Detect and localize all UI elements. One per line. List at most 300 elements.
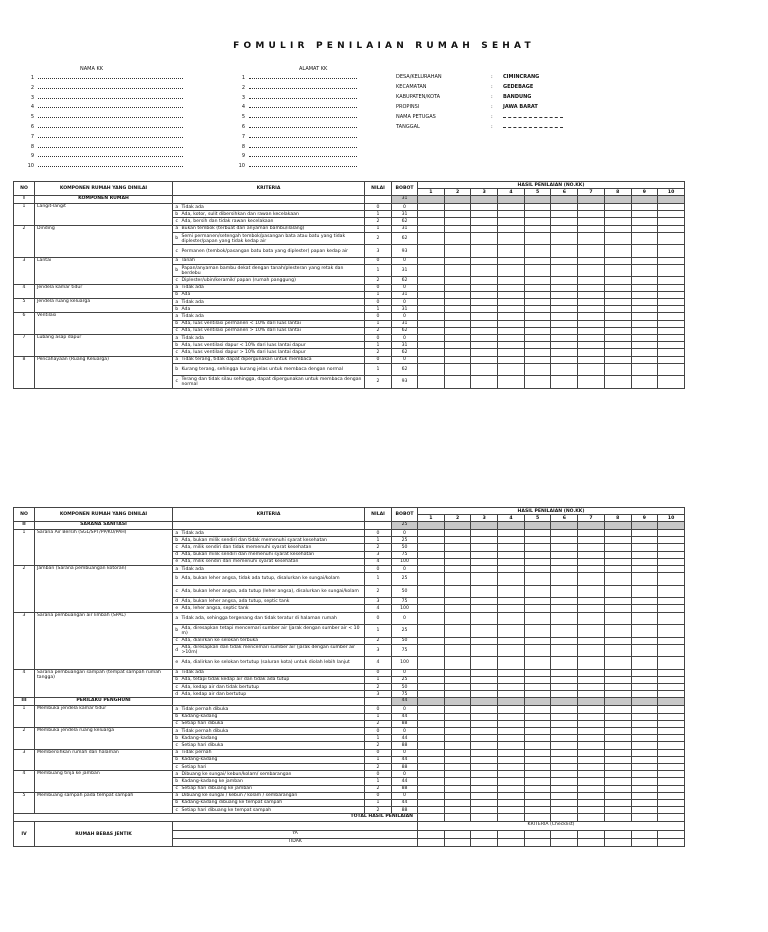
kk-score-cell[interactable] — [418, 218, 445, 225]
kk-score-cell[interactable] — [471, 313, 498, 320]
kk-score-cell[interactable] — [631, 356, 658, 363]
kk-score-cell[interactable] — [551, 277, 578, 284]
kk-score-cell[interactable] — [471, 573, 498, 586]
kk-score-cell[interactable] — [471, 565, 498, 572]
nama-kk-line[interactable] — [25, 143, 183, 150]
kk-score-cell[interactable] — [578, 196, 605, 204]
kk-score-cell[interactable] — [551, 605, 578, 612]
kk-score-cell[interactable] — [551, 522, 578, 530]
kk-score-cell[interactable] — [551, 334, 578, 341]
kk-score-cell[interactable] — [444, 573, 471, 586]
checklist-tidak-cell[interactable] — [578, 839, 605, 847]
kk-score-cell[interactable] — [444, 245, 471, 258]
kk-score-cell[interactable] — [578, 720, 605, 727]
kk-score-cell[interactable] — [658, 637, 685, 644]
kk-score-cell[interactable] — [631, 342, 658, 349]
kk-score-cell[interactable] — [551, 211, 578, 218]
kk-score-cell[interactable] — [524, 799, 551, 806]
kk-score-cell[interactable] — [631, 522, 658, 530]
kk-score-cell[interactable] — [604, 728, 631, 735]
kk-score-cell[interactable] — [418, 334, 445, 341]
dotted-input-line[interactable] — [249, 103, 357, 108]
kk-score-cell[interactable] — [418, 565, 445, 572]
kk-score-cell[interactable] — [658, 530, 685, 537]
kk-score-cell[interactable] — [444, 605, 471, 612]
kk-score-cell[interactable] — [604, 676, 631, 683]
kk-score-cell[interactable] — [471, 799, 498, 806]
kk-score-cell[interactable] — [444, 657, 471, 670]
kk-score-cell[interactable] — [418, 264, 445, 277]
kk-score-cell[interactable] — [418, 356, 445, 363]
kk-score-cell[interactable] — [604, 356, 631, 363]
kk-score-cell[interactable] — [498, 676, 525, 683]
kk-score-cell[interactable] — [631, 799, 658, 806]
kk-score-cell[interactable] — [578, 573, 605, 586]
kk-score-cell[interactable] — [631, 291, 658, 298]
kk-score-cell[interactable] — [658, 313, 685, 320]
kk-score-cell[interactable] — [551, 363, 578, 376]
kk-score-cell[interactable] — [524, 807, 551, 814]
kk-score-cell[interactable] — [604, 204, 631, 211]
kk-score-cell[interactable] — [604, 342, 631, 349]
kk-score-cell[interactable] — [418, 749, 445, 756]
kk-score-cell[interactable] — [471, 598, 498, 605]
kk-score-cell[interactable] — [578, 306, 605, 313]
kk-score-cell[interactable] — [418, 204, 445, 211]
kk-score-cell[interactable] — [524, 356, 551, 363]
kk-score-cell[interactable] — [498, 376, 525, 389]
kk-score-cell[interactable] — [498, 522, 525, 530]
kk-score-cell[interactable] — [471, 585, 498, 598]
kk-score-cell[interactable] — [604, 706, 631, 713]
kk-score-cell[interactable] — [631, 585, 658, 598]
kk-score-cell[interactable] — [631, 320, 658, 327]
kk-score-cell[interactable] — [418, 277, 445, 284]
kk-score-cell[interactable] — [578, 551, 605, 558]
kk-score-cell[interactable] — [498, 691, 525, 698]
kk-score-cell[interactable] — [498, 573, 525, 586]
kk-score-cell[interactable] — [551, 720, 578, 727]
kk-score-cell[interactable] — [604, 327, 631, 334]
kk-score-cell[interactable] — [498, 728, 525, 735]
kk-score-cell[interactable] — [524, 684, 551, 691]
kk-score-cell[interactable] — [498, 291, 525, 298]
kk-total-cell[interactable] — [498, 814, 525, 822]
kk-score-cell[interactable] — [444, 585, 471, 598]
kk-score-cell[interactable] — [631, 327, 658, 334]
kk-score-cell[interactable] — [578, 742, 605, 749]
kk-score-cell[interactable] — [524, 530, 551, 537]
kk-score-cell[interactable] — [524, 522, 551, 530]
kk-score-cell[interactable] — [498, 713, 525, 720]
kk-score-cell[interactable] — [498, 320, 525, 327]
dotted-input-line[interactable] — [249, 113, 357, 118]
kk-score-cell[interactable] — [471, 749, 498, 756]
kk-score-cell[interactable] — [604, 558, 631, 565]
kk-score-cell[interactable] — [498, 544, 525, 551]
kk-score-cell[interactable] — [658, 771, 685, 778]
kk-score-cell[interactable] — [471, 807, 498, 814]
kk-score-cell[interactable] — [658, 342, 685, 349]
kk-score-cell[interactable] — [551, 799, 578, 806]
kk-score-cell[interactable] — [578, 558, 605, 565]
kk-score-cell[interactable] — [498, 565, 525, 572]
kk-score-cell[interactable] — [444, 232, 471, 245]
kk-score-cell[interactable] — [551, 551, 578, 558]
kk-score-cell[interactable] — [631, 551, 658, 558]
kk-score-cell[interactable] — [444, 749, 471, 756]
alamat-kk-line[interactable] — [236, 113, 357, 120]
kk-score-cell[interactable] — [444, 376, 471, 389]
checklist-ya-cell[interactable] — [524, 831, 551, 839]
kk-score-cell[interactable] — [471, 291, 498, 298]
kk-score-cell[interactable] — [578, 799, 605, 806]
kk-score-cell[interactable] — [631, 771, 658, 778]
kk-total-cell[interactable] — [418, 814, 445, 822]
kk-score-cell[interactable] — [551, 771, 578, 778]
kk-score-cell[interactable] — [471, 522, 498, 530]
kk-score-cell[interactable] — [604, 720, 631, 727]
kk-score-cell[interactable] — [444, 669, 471, 676]
kk-score-cell[interactable] — [658, 225, 685, 232]
kk-score-cell[interactable] — [418, 522, 445, 530]
kk-score-cell[interactable] — [658, 778, 685, 785]
kk-score-cell[interactable] — [498, 598, 525, 605]
kk-score-cell[interactable] — [631, 749, 658, 756]
checklist-tidak-cell[interactable] — [524, 839, 551, 847]
kk-score-cell[interactable] — [658, 277, 685, 284]
kk-score-cell[interactable] — [604, 756, 631, 763]
kk-score-cell[interactable] — [631, 232, 658, 245]
kk-score-cell[interactable] — [471, 625, 498, 638]
kk-score-cell[interactable] — [604, 785, 631, 792]
kk-score-cell[interactable] — [444, 792, 471, 799]
kk-score-cell[interactable] — [604, 585, 631, 598]
kk-score-cell[interactable] — [578, 598, 605, 605]
checklist-tidak-cell[interactable] — [658, 839, 685, 847]
kk-score-cell[interactable] — [631, 544, 658, 551]
kk-score-cell[interactable] — [444, 644, 471, 657]
alamat-kk-line[interactable] — [236, 152, 357, 159]
kk-score-cell[interactable] — [498, 225, 525, 232]
kk-score-cell[interactable] — [498, 284, 525, 291]
kk-total-cell[interactable] — [551, 814, 578, 822]
kk-score-cell[interactable] — [631, 376, 658, 389]
kk-score-cell[interactable] — [604, 284, 631, 291]
kk-score-cell[interactable] — [578, 232, 605, 245]
kk-score-cell[interactable] — [578, 637, 605, 644]
kk-score-cell[interactable] — [604, 320, 631, 327]
kk-score-cell[interactable] — [578, 277, 605, 284]
kk-score-cell[interactable] — [471, 218, 498, 225]
checklist-ya-cell[interactable] — [418, 831, 445, 839]
kk-score-cell[interactable] — [444, 684, 471, 691]
kk-score-cell[interactable] — [444, 544, 471, 551]
kk-score-cell[interactable] — [551, 756, 578, 763]
kk-score-cell[interactable] — [524, 657, 551, 670]
kk-score-cell[interactable] — [524, 211, 551, 218]
checklist-tidak-cell[interactable] — [471, 839, 498, 847]
kk-score-cell[interactable] — [444, 735, 471, 742]
kk-score-cell[interactable] — [658, 605, 685, 612]
kk-score-cell[interactable] — [578, 522, 605, 530]
kk-score-cell[interactable] — [524, 771, 551, 778]
kk-score-cell[interactable] — [604, 684, 631, 691]
kk-score-cell[interactable] — [631, 306, 658, 313]
kk-score-cell[interactable] — [471, 742, 498, 749]
kk-score-cell[interactable] — [524, 320, 551, 327]
kk-score-cell[interactable] — [471, 792, 498, 799]
kk-score-cell[interactable] — [658, 720, 685, 727]
kk-score-cell[interactable] — [498, 625, 525, 638]
kk-score-cell[interactable] — [418, 799, 445, 806]
dotted-input-line[interactable] — [249, 74, 357, 79]
kk-score-cell[interactable] — [551, 713, 578, 720]
kk-score-cell[interactable] — [604, 363, 631, 376]
kk-score-cell[interactable] — [631, 644, 658, 657]
kk-score-cell[interactable] — [524, 778, 551, 785]
kk-score-cell[interactable] — [604, 277, 631, 284]
kk-score-cell[interactable] — [498, 785, 525, 792]
kk-score-cell[interactable] — [524, 277, 551, 284]
kk-score-cell[interactable] — [578, 218, 605, 225]
kk-total-cell[interactable] — [524, 814, 551, 822]
kk-score-cell[interactable] — [498, 657, 525, 670]
kk-score-cell[interactable] — [578, 771, 605, 778]
dotted-input-line[interactable] — [249, 123, 357, 128]
dotted-input-line[interactable] — [38, 123, 183, 128]
kk-score-cell[interactable] — [551, 257, 578, 264]
kk-score-cell[interactable] — [498, 245, 525, 258]
kk-score-cell[interactable] — [444, 771, 471, 778]
kk-score-cell[interactable] — [578, 530, 605, 537]
kk-score-cell[interactable] — [658, 698, 685, 706]
kk-score-cell[interactable] — [658, 544, 685, 551]
kk-score-cell[interactable] — [498, 742, 525, 749]
kk-score-cell[interactable] — [658, 363, 685, 376]
kk-score-cell[interactable] — [604, 522, 631, 530]
kk-score-cell[interactable] — [524, 706, 551, 713]
kk-score-cell[interactable] — [604, 735, 631, 742]
kk-score-cell[interactable] — [471, 204, 498, 211]
kk-score-cell[interactable] — [658, 327, 685, 334]
kk-total-cell[interactable] — [578, 814, 605, 822]
kk-score-cell[interactable] — [418, 706, 445, 713]
kk-score-cell[interactable] — [418, 691, 445, 698]
kk-score-cell[interactable] — [551, 669, 578, 676]
dotted-input-line[interactable] — [38, 133, 183, 138]
kk-score-cell[interactable] — [551, 644, 578, 657]
kk-score-cell[interactable] — [578, 706, 605, 713]
dotted-input-line[interactable] — [38, 84, 183, 89]
kk-score-cell[interactable] — [471, 277, 498, 284]
kk-score-cell[interactable] — [551, 327, 578, 334]
kk-score-cell[interactable] — [604, 218, 631, 225]
kk-score-cell[interactable] — [578, 735, 605, 742]
kk-score-cell[interactable] — [471, 349, 498, 356]
kk-score-cell[interactable] — [551, 537, 578, 544]
kk-score-cell[interactable] — [551, 792, 578, 799]
kk-score-cell[interactable] — [631, 706, 658, 713]
kk-score-cell[interactable] — [418, 669, 445, 676]
dotted-input-line[interactable] — [249, 162, 357, 167]
kk-score-cell[interactable] — [578, 356, 605, 363]
checklist-ya-cell[interactable] — [471, 831, 498, 839]
checklist-tidak-cell[interactable] — [498, 839, 525, 847]
kk-score-cell[interactable] — [524, 232, 551, 245]
kk-score-cell[interactable] — [471, 320, 498, 327]
kk-score-cell[interactable] — [444, 558, 471, 565]
kk-score-cell[interactable] — [578, 376, 605, 389]
kk-score-cell[interactable] — [498, 313, 525, 320]
kk-score-cell[interactable] — [551, 625, 578, 638]
kk-score-cell[interactable] — [551, 749, 578, 756]
kk-score-cell[interactable] — [658, 728, 685, 735]
kk-score-cell[interactable] — [444, 225, 471, 232]
kk-score-cell[interactable] — [604, 713, 631, 720]
dotted-input-line[interactable] — [38, 103, 183, 108]
nama-kk-line[interactable] — [25, 123, 183, 130]
kk-score-cell[interactable] — [551, 763, 578, 770]
kk-score-cell[interactable] — [658, 306, 685, 313]
kk-score-cell[interactable] — [658, 196, 685, 204]
kk-score-cell[interactable] — [444, 625, 471, 638]
kk-score-cell[interactable] — [498, 537, 525, 544]
kk-score-cell[interactable] — [471, 363, 498, 376]
kk-score-cell[interactable] — [524, 342, 551, 349]
kk-score-cell[interactable] — [631, 211, 658, 218]
kk-total-cell[interactable] — [631, 814, 658, 822]
kk-score-cell[interactable] — [658, 644, 685, 657]
kk-score-cell[interactable] — [444, 799, 471, 806]
kk-score-cell[interactable] — [658, 299, 685, 306]
kk-score-cell[interactable] — [578, 728, 605, 735]
kk-score-cell[interactable] — [524, 625, 551, 638]
kk-score-cell[interactable] — [578, 657, 605, 670]
kk-score-cell[interactable] — [471, 612, 498, 625]
kk-score-cell[interactable] — [658, 349, 685, 356]
kk-total-cell[interactable] — [444, 814, 471, 822]
kk-score-cell[interactable] — [471, 356, 498, 363]
kk-score-cell[interactable] — [631, 669, 658, 676]
kk-score-cell[interactable] — [658, 713, 685, 720]
kk-score-cell[interactable] — [631, 225, 658, 232]
kk-score-cell[interactable] — [498, 771, 525, 778]
kk-score-cell[interactable] — [444, 349, 471, 356]
kk-score-cell[interactable] — [658, 598, 685, 605]
kk-score-cell[interactable] — [524, 218, 551, 225]
kk-score-cell[interactable] — [604, 771, 631, 778]
kk-score-cell[interactable] — [418, 211, 445, 218]
kk-score-cell[interactable] — [551, 778, 578, 785]
kk-score-cell[interactable] — [578, 625, 605, 638]
checklist-ya-cell[interactable] — [658, 831, 685, 839]
kk-score-cell[interactable] — [498, 232, 525, 245]
kk-score-cell[interactable] — [578, 605, 605, 612]
kk-score-cell[interactable] — [471, 245, 498, 258]
kk-score-cell[interactable] — [604, 565, 631, 572]
kk-score-cell[interactable] — [524, 565, 551, 572]
kk-score-cell[interactable] — [444, 299, 471, 306]
kk-score-cell[interactable] — [498, 558, 525, 565]
kk-score-cell[interactable] — [551, 544, 578, 551]
kk-score-cell[interactable] — [578, 785, 605, 792]
kk-score-cell[interactable] — [604, 530, 631, 537]
kk-score-cell[interactable] — [471, 299, 498, 306]
kk-score-cell[interactable] — [524, 763, 551, 770]
kk-score-cell[interactable] — [658, 211, 685, 218]
kk-score-cell[interactable] — [444, 320, 471, 327]
kk-score-cell[interactable] — [578, 257, 605, 264]
kk-score-cell[interactable] — [498, 669, 525, 676]
kk-score-cell[interactable] — [444, 327, 471, 334]
kk-score-cell[interactable] — [578, 698, 605, 706]
kk-score-cell[interactable] — [631, 196, 658, 204]
kk-score-cell[interactable] — [658, 742, 685, 749]
kk-score-cell[interactable] — [578, 585, 605, 598]
kk-score-cell[interactable] — [551, 320, 578, 327]
kk-score-cell[interactable] — [658, 625, 685, 638]
kk-score-cell[interactable] — [578, 204, 605, 211]
kk-score-cell[interactable] — [551, 637, 578, 644]
kk-score-cell[interactable] — [524, 749, 551, 756]
kk-score-cell[interactable] — [578, 313, 605, 320]
kk-score-cell[interactable] — [631, 264, 658, 277]
kk-score-cell[interactable] — [524, 537, 551, 544]
kk-score-cell[interactable] — [578, 565, 605, 572]
info-blank-field[interactable] — [503, 114, 563, 118]
dotted-input-line[interactable] — [249, 94, 357, 99]
kk-score-cell[interactable] — [444, 612, 471, 625]
kk-score-cell[interactable] — [658, 257, 685, 264]
kk-score-cell[interactable] — [444, 342, 471, 349]
kk-score-cell[interactable] — [418, 585, 445, 598]
kk-score-cell[interactable] — [658, 676, 685, 683]
kk-score-cell[interactable] — [524, 713, 551, 720]
kk-score-cell[interactable] — [418, 349, 445, 356]
kk-score-cell[interactable] — [578, 349, 605, 356]
checklist-ya-cell[interactable] — [578, 831, 605, 839]
kk-score-cell[interactable] — [551, 196, 578, 204]
kk-score-cell[interactable] — [578, 676, 605, 683]
kk-score-cell[interactable] — [418, 625, 445, 638]
alamat-kk-line[interactable] — [236, 162, 357, 169]
kk-score-cell[interactable] — [524, 363, 551, 376]
kk-score-cell[interactable] — [604, 612, 631, 625]
kk-score-cell[interactable] — [524, 291, 551, 298]
kk-score-cell[interactable] — [498, 792, 525, 799]
kk-score-cell[interactable] — [551, 706, 578, 713]
kk-score-cell[interactable] — [658, 763, 685, 770]
kk-score-cell[interactable] — [631, 204, 658, 211]
kk-score-cell[interactable] — [498, 720, 525, 727]
kk-score-cell[interactable] — [524, 605, 551, 612]
kk-score-cell[interactable] — [658, 756, 685, 763]
kk-score-cell[interactable] — [418, 728, 445, 735]
kk-score-cell[interactable] — [498, 799, 525, 806]
kk-score-cell[interactable] — [418, 327, 445, 334]
kk-score-cell[interactable] — [604, 749, 631, 756]
kk-score-cell[interactable] — [444, 598, 471, 605]
kk-score-cell[interactable] — [551, 264, 578, 277]
kk-score-cell[interactable] — [604, 264, 631, 277]
kk-score-cell[interactable] — [631, 299, 658, 306]
kk-score-cell[interactable] — [551, 356, 578, 363]
kk-score-cell[interactable] — [604, 306, 631, 313]
kk-score-cell[interactable] — [551, 684, 578, 691]
kk-score-cell[interactable] — [631, 742, 658, 749]
kk-score-cell[interactable] — [418, 299, 445, 306]
